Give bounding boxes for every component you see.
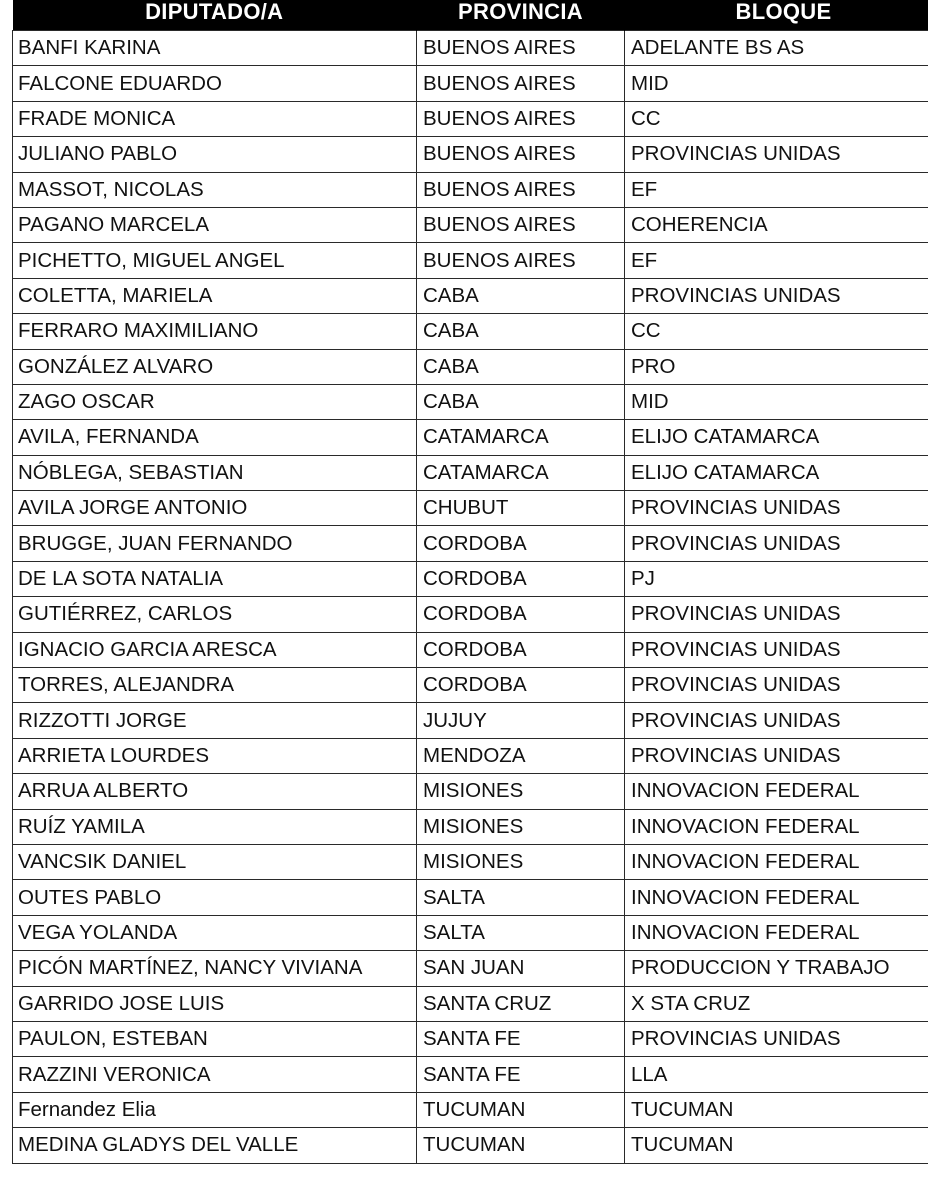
table-row — [13, 774, 928, 809]
cell-bloque: PROVINCIAS UNIDAS — [625, 738, 928, 773]
table-row — [13, 66, 928, 101]
cell-bloque: CC — [625, 101, 928, 136]
cell-diputado: AVILA JORGE ANTONIO — [13, 491, 417, 526]
table-row — [13, 738, 928, 773]
table-row — [13, 668, 928, 703]
cell-provincia: CATAMARCA — [417, 455, 625, 490]
cell-diputado: PICHETTO, MIGUEL ANGEL — [13, 243, 417, 278]
table-row — [13, 561, 928, 596]
cell-bloque: ADELANTE BS AS — [625, 31, 928, 66]
table-row — [13, 1021, 928, 1056]
cell-provincia: BUENOS AIRES — [417, 31, 625, 66]
table-row — [13, 915, 928, 950]
cell-provincia: MISIONES — [417, 774, 625, 809]
cell-diputado: MEDINA GLADYS DEL VALLE — [13, 1128, 417, 1163]
cell-diputado: BANFI KARINA — [13, 31, 417, 66]
cell-diputado: IGNACIO GARCIA ARESCA — [13, 632, 417, 667]
cell-provincia: CORDOBA — [417, 526, 625, 561]
cell-diputado: ARRUA ALBERTO — [13, 774, 417, 809]
cell-bloque: PROVINCIAS UNIDAS — [625, 137, 928, 172]
header-diputado: DIPUTADO/A — [13, 0, 417, 31]
table-body — [13, 31, 928, 1164]
table-row — [13, 207, 928, 242]
cell-provincia: CORDOBA — [417, 597, 625, 632]
cell-diputado: FRADE MONICA — [13, 101, 417, 136]
deputies-table-container — [12, 0, 928, 1164]
cell-bloque: TUCUMAN — [625, 1092, 928, 1127]
cell-bloque: PROVINCIAS UNIDAS — [625, 703, 928, 738]
cell-diputado: BRUGGE, JUAN FERNANDO — [13, 526, 417, 561]
cell-diputado: JULIANO PABLO — [13, 137, 417, 172]
table-row — [13, 703, 928, 738]
cell-provincia: BUENOS AIRES — [417, 101, 625, 136]
cell-diputado: GONZÁLEZ ALVARO — [13, 349, 417, 384]
cell-provincia: CORDOBA — [417, 632, 625, 667]
cell-provincia: BUENOS AIRES — [417, 137, 625, 172]
cell-bloque: INNOVACION FEDERAL — [625, 844, 928, 879]
cell-provincia: MISIONES — [417, 809, 625, 844]
table-row — [13, 597, 928, 632]
cell-provincia: CATAMARCA — [417, 420, 625, 455]
cell-diputado: VEGA YOLANDA — [13, 915, 417, 950]
cell-diputado: OUTES PABLO — [13, 880, 417, 915]
cell-diputado: PAULON, ESTEBAN — [13, 1021, 417, 1056]
cell-bloque: ELIJO CATAMARCA — [625, 455, 928, 490]
cell-bloque: PROVINCIAS UNIDAS — [625, 597, 928, 632]
header-bloque: BLOQUE — [625, 0, 928, 31]
cell-provincia: CABA — [417, 278, 625, 313]
cell-diputado: PAGANO MARCELA — [13, 207, 417, 242]
table-row — [13, 31, 928, 66]
header-provincia: PROVINCIA — [417, 0, 625, 31]
cell-diputado: FALCONE EDUARDO — [13, 66, 417, 101]
deputies-table — [12, 0, 928, 1164]
cell-bloque: PRODUCCION Y TRABAJO — [625, 951, 928, 986]
cell-diputado: COLETTA, MARIELA — [13, 278, 417, 313]
table-row — [13, 278, 928, 313]
cell-diputado: AVILA, FERNANDA — [13, 420, 417, 455]
table-row — [13, 172, 928, 207]
cell-diputado: DE LA SOTA NATALIA — [13, 561, 417, 596]
cell-bloque: PROVINCIAS UNIDAS — [625, 632, 928, 667]
table-row — [13, 526, 928, 561]
table-row — [13, 986, 928, 1021]
cell-diputado: VANCSIK DANIEL — [13, 844, 417, 879]
cell-provincia: SANTA FE — [417, 1057, 625, 1092]
cell-bloque: PRO — [625, 349, 928, 384]
cell-bloque: COHERENCIA — [625, 207, 928, 242]
cell-provincia: SANTA CRUZ — [417, 986, 625, 1021]
cell-diputado: ARRIETA LOURDES — [13, 738, 417, 773]
table-row — [13, 491, 928, 526]
cell-diputado: PICÓN MARTÍNEZ, NANCY VIVIANA — [13, 951, 417, 986]
cell-diputado: RUÍZ YAMILA — [13, 809, 417, 844]
cell-provincia: BUENOS AIRES — [417, 207, 625, 242]
cell-bloque: MID — [625, 384, 928, 419]
cell-provincia: BUENOS AIRES — [417, 172, 625, 207]
cell-provincia: SANTA FE — [417, 1021, 625, 1056]
cell-bloque: PROVINCIAS UNIDAS — [625, 668, 928, 703]
cell-provincia: BUENOS AIRES — [417, 243, 625, 278]
table-row — [13, 243, 928, 278]
cell-provincia: MISIONES — [417, 844, 625, 879]
cell-diputado: TORRES, ALEJANDRA — [13, 668, 417, 703]
cell-diputado: NÓBLEGA, SEBASTIAN — [13, 455, 417, 490]
cell-bloque: MID — [625, 66, 928, 101]
cell-bloque: CC — [625, 314, 928, 349]
cell-diputado: FERRARO MAXIMILIANO — [13, 314, 417, 349]
cell-provincia: CORDOBA — [417, 561, 625, 596]
cell-bloque: INNOVACION FEDERAL — [625, 915, 928, 950]
cell-bloque: EF — [625, 172, 928, 207]
cell-bloque: EF — [625, 243, 928, 278]
cell-bloque: PJ — [625, 561, 928, 596]
cell-diputado: RAZZINI VERONICA — [13, 1057, 417, 1092]
table-row — [13, 880, 928, 915]
cell-provincia: BUENOS AIRES — [417, 66, 625, 101]
cell-provincia: TUCUMAN — [417, 1128, 625, 1163]
table-row — [13, 844, 928, 879]
cell-provincia: JUJUY — [417, 703, 625, 738]
table-row — [13, 632, 928, 667]
table-row — [13, 455, 928, 490]
cell-bloque: PROVINCIAS UNIDAS — [625, 491, 928, 526]
cell-bloque: INNOVACION FEDERAL — [625, 880, 928, 915]
table-row — [13, 101, 928, 136]
cell-bloque: INNOVACION FEDERAL — [625, 774, 928, 809]
cell-bloque: PROVINCIAS UNIDAS — [625, 278, 928, 313]
cell-bloque: PROVINCIAS UNIDAS — [625, 1021, 928, 1056]
table-row — [13, 384, 928, 419]
cell-provincia: CHUBUT — [417, 491, 625, 526]
cell-provincia: CABA — [417, 349, 625, 384]
cell-provincia: SALTA — [417, 915, 625, 950]
table-row — [13, 1128, 928, 1163]
cell-provincia: CORDOBA — [417, 668, 625, 703]
cell-bloque: INNOVACION FEDERAL — [625, 809, 928, 844]
cell-diputado: MASSOT, NICOLAS — [13, 172, 417, 207]
cell-diputado: Fernandez Elia — [13, 1092, 417, 1127]
table-row — [13, 314, 928, 349]
cell-bloque: ELIJO CATAMARCA — [625, 420, 928, 455]
cell-bloque: PROVINCIAS UNIDAS — [625, 526, 928, 561]
cell-diputado: GARRIDO JOSE LUIS — [13, 986, 417, 1021]
cell-provincia: SALTA — [417, 880, 625, 915]
cell-provincia: MENDOZA — [417, 738, 625, 773]
table-row — [13, 809, 928, 844]
cell-provincia: CABA — [417, 314, 625, 349]
cell-bloque: X STA CRUZ — [625, 986, 928, 1021]
cell-provincia: SAN JUAN — [417, 951, 625, 986]
table-row — [13, 1057, 928, 1092]
cell-diputado: GUTIÉRREZ, CARLOS — [13, 597, 417, 632]
cell-bloque: LLA — [625, 1057, 928, 1092]
header-row — [13, 0, 928, 31]
table-row — [13, 137, 928, 172]
cell-diputado: RIZZOTTI JORGE — [13, 703, 417, 738]
table-header — [13, 0, 928, 31]
cell-bloque: TUCUMAN — [625, 1128, 928, 1163]
cell-diputado: ZAGO OSCAR — [13, 384, 417, 419]
cell-provincia: TUCUMAN — [417, 1092, 625, 1127]
cell-provincia: CABA — [417, 384, 625, 419]
table-row — [13, 951, 928, 986]
table-row — [13, 420, 928, 455]
table-row — [13, 1092, 928, 1127]
table-row — [13, 349, 928, 384]
